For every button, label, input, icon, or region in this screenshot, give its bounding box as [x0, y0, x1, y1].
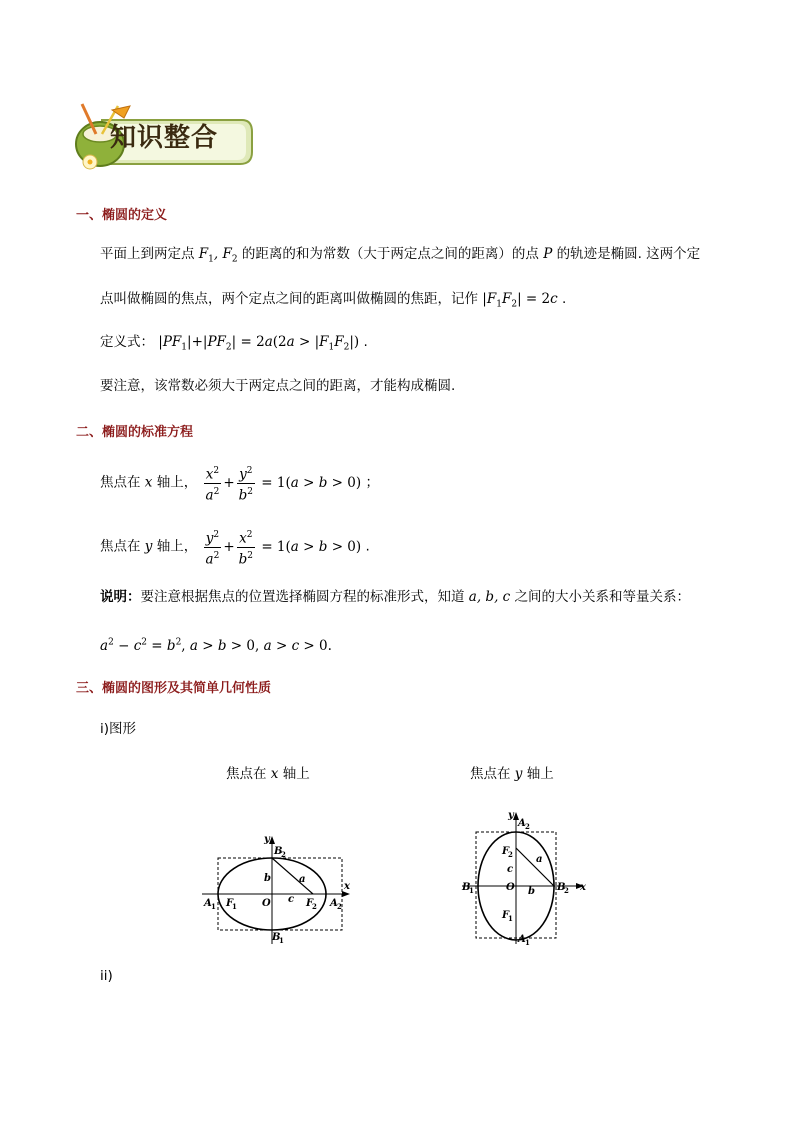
svg-text:2: 2: [525, 822, 530, 831]
section-heading-graph-properties: 三、椭圆的图形及其简单几何性质: [76, 681, 272, 696]
text-span: 之间的大小关系和等量关系：: [514, 589, 691, 605]
equation-y-axis: 焦点在 y 轴上， $\frac{y^2}{a^2}$ + $\frac{x^2}{b^2}$ = 1(a > b > 0) .: [100, 527, 370, 567]
svg-text:B: B: [462, 882, 471, 893]
svg-text:F: F: [502, 846, 510, 857]
text-span: 定义式：: [100, 334, 154, 350]
svg-text:B: B: [557, 882, 566, 893]
text-span: 的距离的和为常数（大于两定点之间的距离）的点: [241, 246, 539, 262]
text-span: 轴上: [282, 766, 310, 782]
banner-title: 知识整合: [110, 123, 219, 153]
ellipse-y-axis-figure: [458, 806, 593, 946]
section-banner: [72, 100, 254, 172]
svg-text:1: 1: [469, 886, 474, 895]
math-y: y: [144, 538, 153, 555]
text-span: 轴上: [526, 766, 554, 782]
text-span: 焦点在: [100, 474, 141, 491]
relation-line: [100, 632, 332, 656]
math-definition-formula: $|PF_1|+|PF_2| = 2a(2a > |F_1F_2|)$: [158, 334, 360, 353]
svg-text:x: x: [344, 881, 350, 892]
svg-text:A: A: [518, 818, 526, 829]
svg-text:a: a: [299, 874, 306, 885]
text-span: 焦点在: [226, 766, 267, 782]
math-point-p: P: [543, 246, 553, 262]
math-y: y: [514, 766, 523, 782]
svg-text:2: 2: [508, 850, 513, 859]
svg-text:a: a: [536, 854, 543, 865]
math-ellipse-x-equation: $\frac{x^2}{a^2}$ + $\frac{y^2}{b^2}$ = 1(a > b > 0): [202, 475, 366, 491]
item-properties: ii): [100, 968, 113, 984]
svg-text:A: A: [204, 898, 212, 909]
ellipse-x-axis-figure: [196, 826, 356, 948]
svg-text:A: A: [518, 934, 526, 945]
svg-text:2: 2: [337, 902, 342, 911]
svg-text:1: 1: [508, 914, 513, 923]
svg-text:c: c: [507, 864, 514, 875]
svg-text:y: y: [264, 834, 270, 845]
note-label: 说明：: [100, 589, 141, 605]
svg-text:O: O: [262, 898, 271, 909]
definition-line-2: 点叫做椭圆的焦点，两个定点之间的距离叫做椭圆的焦距，记作 $|F_1F_2| = 2c$ .: [100, 291, 567, 310]
caption-x-axis: [226, 762, 310, 782]
svg-text:F: F: [502, 910, 510, 921]
text-span: 点叫做椭圆的焦点，两个定点之间的距离叫做椭圆的焦距，记作: [100, 291, 478, 307]
math-focal-distance: $|F_1F_2| = 2c$: [482, 291, 558, 310]
equation-x-axis: 焦点在 x 轴上， $\frac{x^2}{a^2}$ + $\frac{y^2}{b^2}$ = 1(a > b > 0) ；: [100, 463, 379, 503]
svg-text:2: 2: [312, 902, 317, 911]
text-span: 平面上到两定点: [100, 246, 195, 262]
text-span: 轴上，: [156, 538, 198, 555]
text-span: 的轨迹是椭圆. 这两个定: [556, 246, 701, 262]
math-foci: $F_1$, $F_2$: [198, 246, 238, 265]
math-x: x: [144, 474, 153, 491]
svg-text:y: y: [508, 810, 514, 821]
section-heading-definition: 一、椭圆的定义: [76, 208, 168, 223]
text-span: 焦点在: [100, 538, 141, 555]
svg-text:2: 2: [281, 850, 286, 859]
svg-text:b: b: [528, 886, 535, 897]
text-span: 轴上，: [156, 474, 198, 491]
svg-text:F: F: [226, 898, 234, 909]
caption-y-axis: [470, 762, 554, 782]
definition-line-1: [100, 244, 700, 270]
svg-text:B: B: [272, 932, 281, 943]
definition-note: 要注意，该常数必须大于两定点之间的距离，才能构成椭圆.: [100, 378, 456, 394]
svg-text:O: O: [506, 882, 515, 893]
math-x: x: [270, 766, 279, 782]
svg-text:b: b: [264, 873, 271, 884]
definition-formula-line: 定义式： $|PF_1|+|PF_2| = 2a(2a > |F_1F_2|)$ .: [100, 334, 368, 353]
note-line: [100, 587, 690, 607]
svg-text:A: A: [330, 898, 338, 909]
item-graph: i)图形: [100, 721, 137, 737]
svg-text:1: 1: [525, 938, 530, 946]
math-relation: $a^2 - c^2 = b^2$, a > b > 0, a > c > 0.: [100, 637, 332, 654]
svg-text:2: 2: [564, 886, 569, 895]
svg-text:x: x: [580, 882, 586, 893]
text-span: 要注意根据焦点的位置选择椭圆方程的标准形式，知道: [140, 589, 465, 605]
section-heading-standard-equation: 二、椭圆的标准方程: [76, 425, 194, 440]
text-span: 焦点在: [470, 766, 511, 782]
svg-text:1: 1: [279, 936, 284, 945]
svg-text:1: 1: [211, 902, 216, 911]
svg-text:c: c: [288, 894, 295, 905]
math-abc: a, b, c: [468, 589, 511, 605]
math-ellipse-y-equation: $\frac{y^2}{a^2}$ + $\frac{x^2}{b^2}$ = 1(a > b > 0): [202, 539, 366, 555]
svg-text:1: 1: [232, 902, 237, 911]
svg-text:B: B: [274, 846, 283, 857]
svg-text:F: F: [306, 898, 314, 909]
